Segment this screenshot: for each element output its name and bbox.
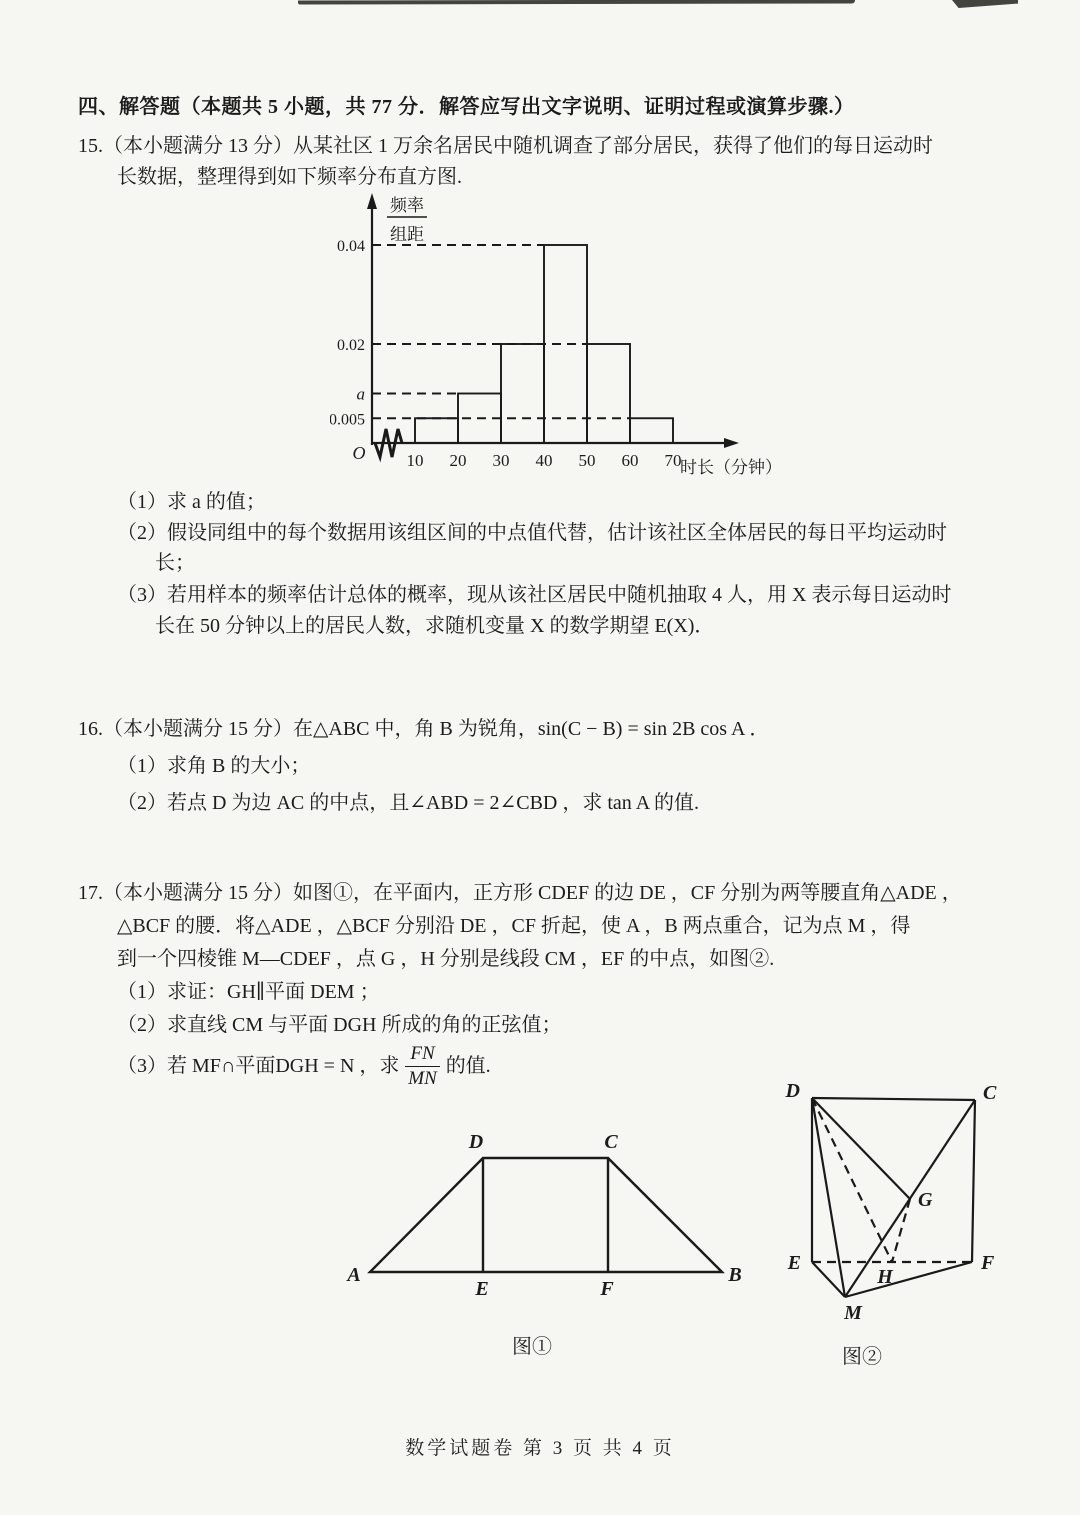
fig1-label-d: D bbox=[468, 1131, 484, 1153]
histogram-canvas bbox=[330, 180, 790, 480]
figure-1-caption: 图① bbox=[512, 1336, 552, 1358]
figure-2-canvas bbox=[770, 1082, 1015, 1327]
q17-part-3-pre: （3）若 MF∩平面DGH = N ，求 bbox=[117, 1055, 400, 1077]
fig2-label-f: F bbox=[981, 1252, 995, 1274]
fig2-label-g: G bbox=[918, 1189, 933, 1211]
histogram-bar-50-60 bbox=[587, 344, 630, 443]
histogram-xtick-60: 60 bbox=[621, 451, 639, 470]
q17-part-2: （2）求直线 CM 与平面 DGH 所成的角的正弦值； bbox=[117, 1014, 562, 1036]
figure-2-caption: 图② bbox=[842, 1346, 882, 1368]
histogram-xtick-30: 30 bbox=[492, 451, 510, 470]
frequency-histogram bbox=[330, 180, 790, 485]
section-header: 四、解答题（本题共 5 小题，共 77 分．解答应写出文字说明、证明过程或演算步骤.） bbox=[78, 96, 855, 118]
ylabel-denominator: 组距 bbox=[390, 225, 424, 244]
histogram-bar-60-70 bbox=[630, 418, 673, 443]
q16-part-2: （2）若点 D 为边 AC 的中点，且∠ABD = 2∠CBD ，求 tan A 的值. bbox=[117, 792, 700, 814]
histogram-xtick-40: 40 bbox=[535, 451, 553, 470]
histogram-xtick-20: 20 bbox=[449, 451, 467, 470]
fig2-label-m: M bbox=[844, 1302, 862, 1324]
fig2-hidden-line-dh bbox=[812, 1098, 892, 1262]
fig2-label-h: H bbox=[877, 1266, 893, 1288]
histogram-ytick-a: a bbox=[356, 384, 365, 404]
histogram-xtick-50: 50 bbox=[578, 451, 596, 470]
q15-line-1: 15.（本小题满分 13 分）从某社区 1 万余名居民中随机调查了部分居民，获得了他们的每日运动时 bbox=[78, 135, 933, 157]
q16-line-1: 16.（本小题满分 15 分）在△ABC 中，角 B 为锐角，sin(C − B) = sin 2B cos A ． bbox=[78, 718, 770, 740]
fig1-label-c: C bbox=[604, 1131, 618, 1153]
q15-part-1: （1）求 a 的值； bbox=[117, 491, 266, 513]
fig2-label-d: D bbox=[785, 1082, 800, 1102]
q15-line-2: 长数据，整理得到如下频率分布直方图. bbox=[117, 166, 462, 188]
fraction-denominator: MN bbox=[408, 1067, 437, 1089]
histogram-ytick-0.04: 0.04 bbox=[337, 238, 365, 255]
q17-line-2: △BCF 的腰．将△ADE ，△BCF 分别沿 DE ，CF 折起，使 A ，B 两点重合，记为点 M ，得 bbox=[117, 915, 911, 937]
y-axis-arrow bbox=[367, 193, 377, 209]
fraction-numerator: FN bbox=[405, 1043, 439, 1067]
q15-part-3-line-1: （3）若用样本的频率估计总体的概率，现从该社区居民中随机抽取 4 人，用 X 表示每日运动时 bbox=[117, 584, 952, 606]
fig1-label-e: E bbox=[475, 1278, 489, 1300]
figure-2 bbox=[770, 1082, 1015, 1332]
q16-part-1: （1）求角 B 的大小； bbox=[117, 755, 311, 777]
histogram-bar-10-20 bbox=[415, 418, 458, 443]
q15-part-2-line-1: （2）假设同组中的每个数据用该组区间的中点值代替，估计该社区全体居民的每日平均运动时 bbox=[117, 522, 947, 544]
fig2-label-c: C bbox=[983, 1082, 997, 1104]
histogram-xtick-70: 70 bbox=[664, 451, 682, 470]
q17-line-3: 到一个四棱锥 M—CDEF ，点 G ，H 分别是线段 CM ，EF 的中点，如图②. bbox=[117, 948, 775, 970]
q15-part-3-line-2: 长在 50 分钟以上的居民人数，求随机变量 X 的数学期望 E(X)． bbox=[155, 615, 715, 637]
origin-label: O bbox=[352, 443, 366, 463]
fig2-label-e: E bbox=[787, 1252, 801, 1274]
fraction-fn-mn bbox=[405, 1043, 439, 1090]
fig2-edge-dc bbox=[812, 1098, 975, 1100]
fig2-edge-cf bbox=[972, 1100, 975, 1262]
histogram-xtick-10: 10 bbox=[406, 451, 424, 470]
x-axis-arrow bbox=[724, 438, 739, 448]
q17-part-3-post: 的值. bbox=[445, 1055, 491, 1077]
xlabel: 时长（分钟） bbox=[680, 458, 782, 477]
q15-part-2-line-2: 长； bbox=[155, 552, 195, 574]
histogram-ytick-0.005: 0.005 bbox=[330, 411, 365, 429]
q17-part-1: （1）求证：GH∥平面 DEM ； bbox=[117, 981, 380, 1003]
fig2-hidden-line-gh bbox=[892, 1199, 910, 1262]
fig1-label-a: A bbox=[347, 1264, 361, 1286]
page-footer: 数学试题卷 第 3 页 共 4 页 bbox=[405, 1438, 675, 1459]
fig1-trapezoid-outline bbox=[370, 1158, 722, 1272]
fig1-label-f: F bbox=[600, 1278, 614, 1300]
q17-part-3 bbox=[117, 1038, 491, 1094]
histogram-ytick-0.02: 0.02 bbox=[337, 337, 365, 354]
q17-line-1: 17.（本小题满分 15 分）如图①，在平面内，正方形 CDEF 的边 DE ，CF 分别为两等腰直角△ADE ， bbox=[78, 882, 962, 904]
histogram-bar-40-50 bbox=[544, 245, 587, 443]
fig1-label-b: B bbox=[728, 1264, 742, 1286]
ylabel-numerator: 频率 bbox=[390, 196, 424, 215]
scan-edge-artifact bbox=[298, 0, 855, 4]
scan-corner-artifact bbox=[952, 0, 1018, 8]
histogram-bar-30-40 bbox=[501, 344, 544, 443]
